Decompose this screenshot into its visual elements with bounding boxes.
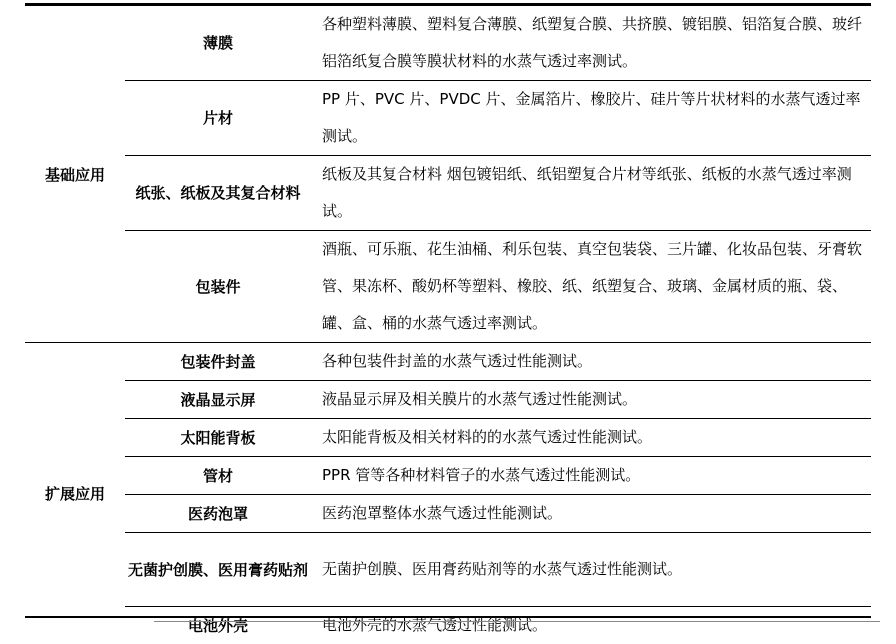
application-name: 纸张、纸板及其复合材料 <box>125 156 311 231</box>
category-cell: 基础应用 <box>25 5 125 343</box>
application-description: 纸板及其复合材料 烟包镀铝纸、纸铝塑复合片材等纸张、纸板的水蒸气透过率测试。 <box>311 156 871 231</box>
table-row <box>25 5 871 81</box>
application-name: 无菌护创膜、医用膏药贴剂 <box>125 533 311 607</box>
application-description: 各种塑料薄膜、塑料复合薄膜、纸塑复合膜、共挤膜、镀铝膜、铝箔复合膜、玻纤铝箔纸复合膜等膜状材料的水蒸气透过率测试。 <box>311 5 871 81</box>
application-name: 医药泡罩 <box>125 495 311 533</box>
application-description: 液晶显示屏及相关膜片的水蒸气透过性能测试。 <box>311 381 871 419</box>
table-row <box>25 343 871 381</box>
application-name: 薄膜 <box>125 5 311 81</box>
application-name: 包装件封盖 <box>125 343 311 381</box>
application-name: 太阳能背板 <box>125 419 311 457</box>
application-description: 各种包装件封盖的水蒸气透过性能测试。 <box>311 343 871 381</box>
application-description: 医药泡罩整体水蒸气透过性能测试。 <box>311 495 871 533</box>
application-name: 管材 <box>125 457 311 495</box>
table-row <box>25 533 871 607</box>
table-row <box>25 495 871 533</box>
table-row <box>25 457 871 495</box>
table-row <box>25 81 871 156</box>
table-row <box>25 419 871 457</box>
table-row <box>25 607 871 644</box>
table-row <box>25 231 871 343</box>
application-description: 太阳能背板及相关材料的的水蒸气透过性能测试。 <box>311 419 871 457</box>
application-table <box>25 3 871 644</box>
application-description: 酒瓶、可乐瓶、花生油桶、利乐包装、真空包装袋、三片罐、化妆品包装、牙膏软管、果冻杯、酸奶杯等塑料、橡胶、纸、纸塑复合、玻璃、金属材质的瓶、袋、罐、盒、桶的水蒸气透过率测试。 <box>311 231 871 343</box>
table-row <box>25 156 871 231</box>
table-row <box>25 381 871 419</box>
page-edge-line <box>154 621 880 622</box>
application-name: 电池外壳 <box>125 607 311 644</box>
application-description: 电池外壳的水蒸气透过性能测试。 <box>311 607 871 644</box>
category-cell: 扩展应用 <box>25 343 125 644</box>
application-description: 无菌护创膜、医用膏药贴剂等的水蒸气透过性能测试。 <box>311 533 871 607</box>
application-name: 片材 <box>125 81 311 156</box>
application-description: PPR 管等各种材料管子的水蒸气透过性能测试。 <box>311 457 871 495</box>
application-name: 液晶显示屏 <box>125 381 311 419</box>
application-description: PP 片、PVC 片、PVDC 片、金属箔片、橡胶片、硅片等片状材料的水蒸气透过率测试。 <box>311 81 871 156</box>
table-bottom-rule <box>25 616 871 618</box>
application-name: 包装件 <box>125 231 311 343</box>
